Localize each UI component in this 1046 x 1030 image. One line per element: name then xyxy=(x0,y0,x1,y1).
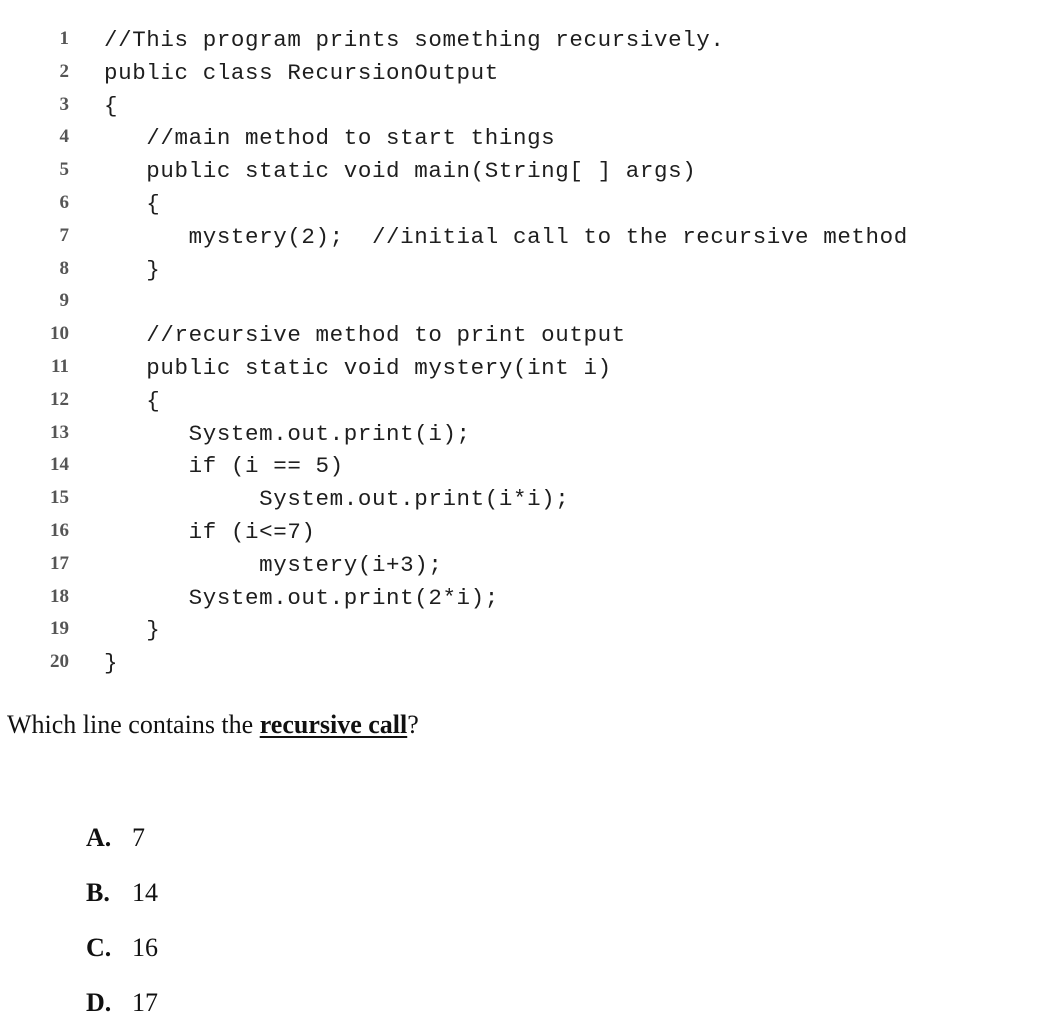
line-number: 5 xyxy=(59,159,69,181)
code-line xyxy=(0,224,1046,257)
line-number: 14 xyxy=(50,454,69,476)
line-number: 16 xyxy=(50,519,69,541)
line-number: 17 xyxy=(50,552,69,574)
code-line xyxy=(0,191,1046,224)
line-number: 20 xyxy=(50,651,69,673)
code-line xyxy=(0,355,1046,388)
answer-choice-d[interactable] xyxy=(73,958,158,1018)
code-line xyxy=(0,27,1046,60)
code-line xyxy=(0,125,1046,158)
code-line xyxy=(0,93,1046,126)
line-number: 13 xyxy=(50,421,69,443)
code-line xyxy=(0,421,1046,454)
code-text: mystery(i+3); xyxy=(104,551,443,578)
question-prefix: Which line contains the xyxy=(7,710,260,739)
choice-letter: B. xyxy=(86,878,110,907)
code-text: { xyxy=(104,387,161,414)
code-listing xyxy=(0,27,1046,683)
code-line xyxy=(0,289,1046,322)
code-text: mystery(2); //initial call to the recursive method xyxy=(104,223,908,250)
line-number: 3 xyxy=(59,93,69,115)
code-text: } xyxy=(104,256,161,283)
answer-choice-c[interactable] xyxy=(73,903,158,963)
code-text: //main method to start things xyxy=(104,125,556,152)
code-line xyxy=(0,322,1046,355)
code-line xyxy=(0,257,1046,290)
code-line xyxy=(0,158,1046,191)
code-line xyxy=(0,388,1046,421)
code-line xyxy=(0,617,1046,650)
line-number: 18 xyxy=(50,585,69,607)
question-emphasis: recursive call xyxy=(259,710,408,739)
line-number: 8 xyxy=(59,257,69,279)
code-line xyxy=(0,453,1046,486)
question-text xyxy=(7,710,419,740)
code-text: public class RecursionOutput xyxy=(104,59,499,86)
line-number: 6 xyxy=(59,191,69,213)
code-line xyxy=(0,60,1046,93)
code-text: } xyxy=(104,617,161,644)
line-number: 4 xyxy=(59,126,69,148)
code-line xyxy=(0,486,1046,519)
choice-letter: D. xyxy=(86,988,112,1017)
code-text: { xyxy=(104,92,119,119)
code-text: public static void main(String[ ] args) xyxy=(104,158,697,185)
question-suffix: ? xyxy=(407,710,419,739)
choice-letter: C. xyxy=(86,933,112,962)
line-number: 7 xyxy=(59,224,69,246)
code-line xyxy=(0,585,1046,618)
line-number: 19 xyxy=(50,618,69,640)
line-number: 1 xyxy=(59,28,69,49)
code-line xyxy=(0,519,1046,552)
code-text: if (i<=7) xyxy=(104,518,316,545)
line-number: 15 xyxy=(50,487,69,509)
code-text: //This program prints something recursively. xyxy=(104,27,725,53)
line-number: 9 xyxy=(59,290,69,312)
code-text: if (i == 5) xyxy=(104,453,344,480)
line-number: 11 xyxy=(51,355,69,377)
answer-choice-b[interactable] xyxy=(73,848,158,908)
code-text: public static void mystery(int i) xyxy=(104,354,612,381)
code-text: System.out.print(2*i); xyxy=(104,584,499,611)
code-text: } xyxy=(104,650,119,677)
choice-value: 7 xyxy=(132,823,145,852)
line-number: 2 xyxy=(59,60,69,82)
code-line xyxy=(0,650,1046,683)
choice-letter: A. xyxy=(86,823,112,852)
choice-value: 14 xyxy=(132,878,158,907)
code-line xyxy=(0,552,1046,585)
choice-value: 16 xyxy=(132,933,158,962)
code-text: { xyxy=(104,190,161,217)
line-number: 10 xyxy=(50,323,69,345)
line-number: 12 xyxy=(50,388,69,410)
answer-choice-a[interactable] xyxy=(73,793,145,853)
code-text: System.out.print(i*i); xyxy=(104,486,570,513)
code-text: System.out.print(i); xyxy=(104,420,471,447)
code-text: //recursive method to print output xyxy=(104,322,626,349)
choice-value: 17 xyxy=(132,988,158,1017)
